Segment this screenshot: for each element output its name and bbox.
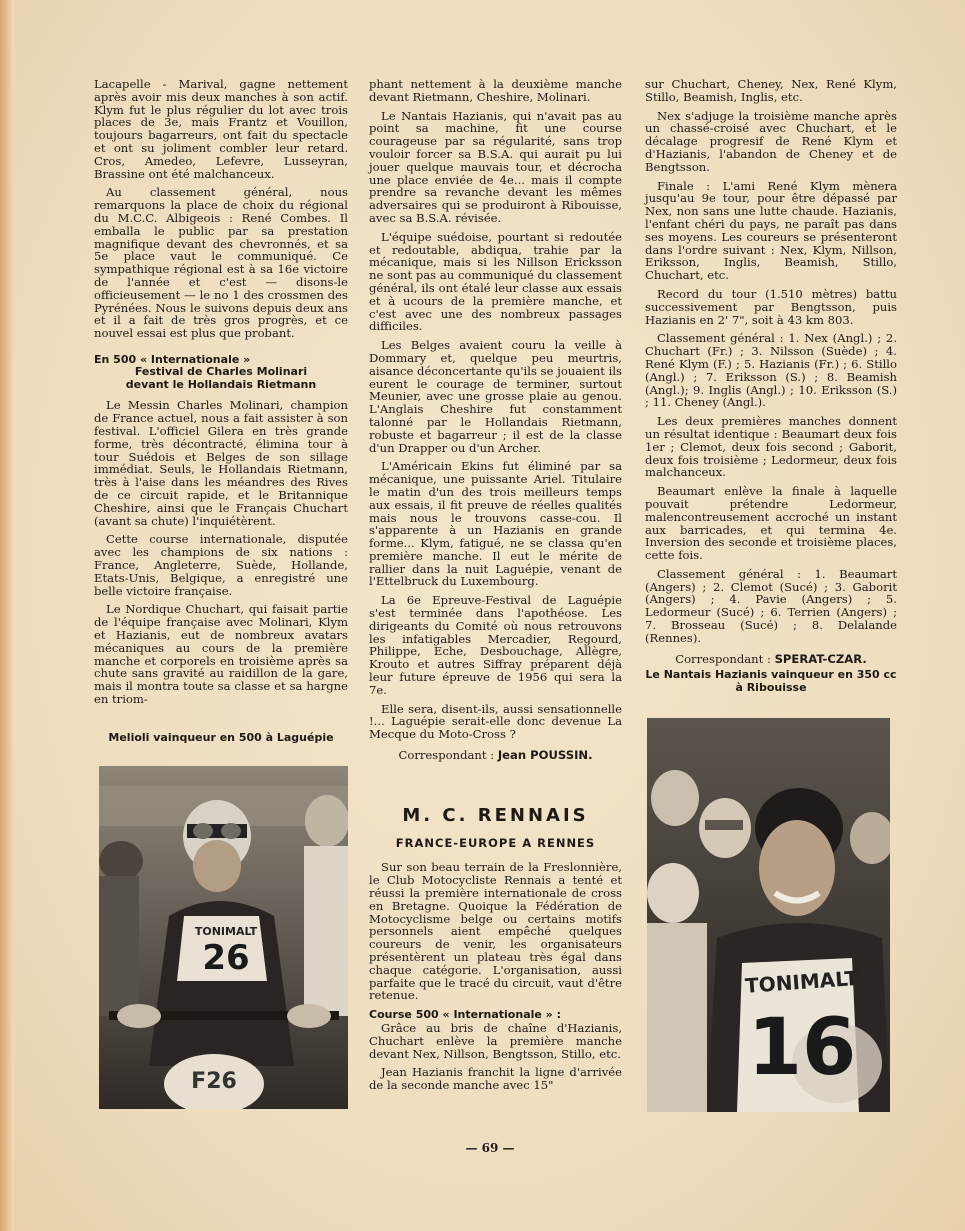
paragraph: Classement général : 1. Nex (Angl.) ; 2. Chuchart (Fr.) ; 3. Nilsson (Suède) ; 4. René Klym (F.) ; 5. Hazianis (Fr.) ; 6. Stillo (Angl.) ; 7. Eriksson (S.) ; 8. Beamish (Angl.); 9. Inglis (Angl.) ; 10. Eriksson (S.) ; 11. Cheney (Angl.). [645,331,897,410]
paragraph: Les deux premières manches donnent un résultat identique : Beaumart deux fois 1er ; Clemot, deux fois second ; Gaborit, deux fois troisième ; Ledormeur, deux fois malchanceux. [645,414,897,480]
paragraph: sur Chuchart, Cheney, Nex, René Klym, Stillo, Beamish, Inglis, etc. [645,77,897,104]
paragraph: Cette course internationale, disputée avec les champions de six nations : France, Angleterre, Suède, Hollande, Etats-Unis, Belgique, a enregistré une belle victoire française. [94,532,348,598]
paragraph: La 6e Epreuve-Festival de Laguépie s'est terminée dans l'apothéose. Les dirigeants du Comité où nous retrouvons les infatigables Mercadier, Regourd, Philippe, Eche, Desbouchage, Allègre, Krouto et autres Siffray préparent déjà leur future épreuve de 1956 qui sera la 7e. [369,593,622,697]
page-number: — 69 — [465,1141,515,1155]
paragraph: Jean Hazianis franchit la ligne d'arrivée de la seconde manche avec 15" [369,1065,622,1093]
paragraph: Au classement général, nous remarquons la place de choix du régional du M.C.C. Albigeois : René Combes. Il emballa le public par sa prestation magnifique devant des chevronnés, et sa 5e place vaut le communiqué. Ce sympathique régional est à sa 16e victoire de l'année et c'est — disons-le officieusement — le no 1 des crossmen des Pyrénées. Nous le suivons depuis deux ans et il a fait de très gros progrès, et ce nouvel essai est plus que probant. [94,185,348,341]
paragraph: L'Américain Ekins fut éliminé par sa mécanique, une puissante Ariel. Titulaire le matin d'un des trois meilleurs temps aux essais, il fit preuve de réelles qualités mais nous le trouvons casse-cou. Il s'apparente à un Hazianis en grande forme... Klym, fatigué, ne se classa qu'en première manche. Il eut le mérite de rallier dans la nuit Laguépie, venant de l'Ettelbruck du Luxembourg. [369,459,622,589]
column-3 [645,78,897,671]
paragraph: phant nettement à la deuxième manche devant Rietmann, Cheshire, Molinari. [369,77,622,104]
bib-number-left: 26 [202,938,250,978]
paragraph: Finale : L'ami René Klym mènera jusqu'au 9e tour, pour être dépassé par Nex, non sans une lutte chaude. Hazianis, l'enfant chéri du pays, ne paraît pas dans ses moyens. Les coureurs se présenteront dans l'ordre suivant : Nex, Klym, Nillson, Eriksson, Inglis, Beamish, Stillo, Chuchart, etc. [645,178,897,283]
correspondent-credit [645,653,897,666]
paragraph: L'équipe suédoise, pourtant si redoutée et redoutable, abdiqua, trahie par la mécanique, mais si les Nillson Ericksson ne sont pas au communiqué du classement général, ils ont étalé leur classe aux essais et à ucours de la première manche, et c'est avec une des nombreux passages difficiles. [369,229,622,334]
correspondent-label: Correspondant : [675,651,771,666]
paragraph: Classement général : 1. Beaumart (Angers) ; 2. Clemot (Sucé) ; 3. Gaborit (Angers) ; 4. Pavie (Angers) ; 5. Ledormeur (Sucé) ; 6. Terrien (Angers) ; 7. Brosseau (Sucé) ; 8. Delalande (Rennes). [645,566,897,645]
club-title: M. C. RENNAIS [402,804,589,826]
paragraph: Sur son beau terrain de la Freslonnière, le Club Motocycliste Rennais a tenté et réussi la première internationale de cross en Bretagne. Quoique la Fédération de Motocyclisme belge ou certains motifs personnels aient empêché quelques coureurs de venir, les organisateurs présentèrent un plateau très égal dans chaque catégorie. L'organisation, aussi parfaite que le tracé du circuit, vaut d'être retenue. [369,860,622,1003]
correspondent-name: SPERAT-CZAR. [774,651,867,666]
correspondent-label: Correspondant : [398,748,495,763]
column-2 [369,78,622,1098]
course-label [369,1008,622,1022]
paragraph: Le Nantais Hazianis, qui n'avait pas au point sa machine, fit une course courageuse par sa régularité, sans trop vouloir forcer sa B.S.A. qui aurait pu lui jouer quelque mauvais tour, et décrocha une place enviée de 4e... mais il compte prendre sa revanche devant les mêmes adversaires qui se produiront à Ribouisse, avec sa B.S.A. révisée. [369,108,622,225]
section-subhead [94,354,348,392]
photo-caption-left: Melioli vainqueur en 500 à Laguépie [108,731,334,744]
correspondent-credit [369,749,622,762]
number-plate-left: F26 [191,1069,237,1094]
paragraph: Elle sera, disent-ils, aussi sensationnelle !... Laguépie serait-elle donc devenue La Mecque du Moto-Cross ? [369,701,622,742]
paragraph: Le Nordique Chuchart, qui faisait partie de l'équipe française avec Molinari, Klym et Hazianis, eut de nombreux avatars mécaniques au cours de la première manche et corporels en troisième après sa chute sans gravité au raidillon de la gare, mais il montra toute sa classe et sa hargne en triom- [94,602,348,706]
photo-melioli [99,766,348,1109]
paragraph: Record du tour (1.510 mètres) battu successivement par Bengtsson, puis Hazianis en 2' 7", soit à 43 km 803. [645,286,897,327]
bib-brand-right: TONIMALT [744,965,859,998]
photo-hazianis [647,718,890,1112]
paragraph: Les Belges avaient couru la veille à Dommary et, quelque peu meurtris, aisance déconcertante qu'ils se jouaient ils eurent le courage de terminer, surtout Meunier, avec une grosse plaie au genou. L'Anglais Cheshire fut constamment talonné par le Hollandais Rietmann, robuste et bagarreur ; il est de la classe d'un Drapper ou d'un Archer. [369,338,622,455]
course-runin: Course 500 « Internationale » : [369,1008,562,1022]
club-subtitle: FRANCE-EUROPE A RENNES [395,835,596,850]
subhead-line: Festival de Charles Molinari [134,365,308,379]
paragraph: Le Messin Charles Molinari, champion de France actuel, nous a fait assister à son festival. L'officiel Gilera en très grande forme, très décontracté, élimina tour à tour Suédois et Belges de son sillage immédiat. Seuls, le Hollandais Rietmann, très à l'aise dans les méandres des Rives de ce circuit rapide, et le Britannique Cheshire, ainsi que le Français Chuchart (avant sa chute) l'inquiétèrent. [94,398,348,528]
paragraph: Grâce au bris de chaîne d'Hazianis, Chuchart enlève la première manche devant Nex, Nillson, Bengtsson, Stillo, etc. [369,1021,622,1061]
bib-brand-left: TONIMALT [194,925,258,938]
page-edge-shadow [0,0,14,1231]
column-1 [94,78,348,712]
photo-caption-right: Le Nantais Hazianis vainqueur en 350 cc à Ribouisse [645,668,897,694]
correspondent-name: Jean POUSSIN. [497,748,593,763]
paragraph: Beaumart enlève la finale à laquelle pouvait prétendre Ledormeur, malencontreusement accroché un instant aux barricades, et qui termina 4e. Inversion des seconde et troisième places, cette fois. [645,484,897,563]
paragraph: Nex s'adjuge la troisième manche après un chassé-croisé avec Chuchart, et le décalage progresif de René Klym et d'Hazianis, l'abandon de Cheney et de Bengtsson. [645,108,897,174]
subhead-line: En 500 « Internationale » [94,352,251,366]
paragraph: Lacapelle - Marival, gagne nettement après avoir mis deux manches à son actif. Klym fut le plus régulier du lot avec trois places de 3e, mais Frantz et Vouillon, toujours bagarreurs, ont fait du spectacle et ont su joliment combler leur retard. Cros, Amedeo, Lefevre, Lusseyran, Brassine ont été malchanceux. [94,77,348,181]
subhead-line: devant le Hollandais Rietmann [125,377,317,391]
bib-number-right: 16 [747,1003,857,1093]
